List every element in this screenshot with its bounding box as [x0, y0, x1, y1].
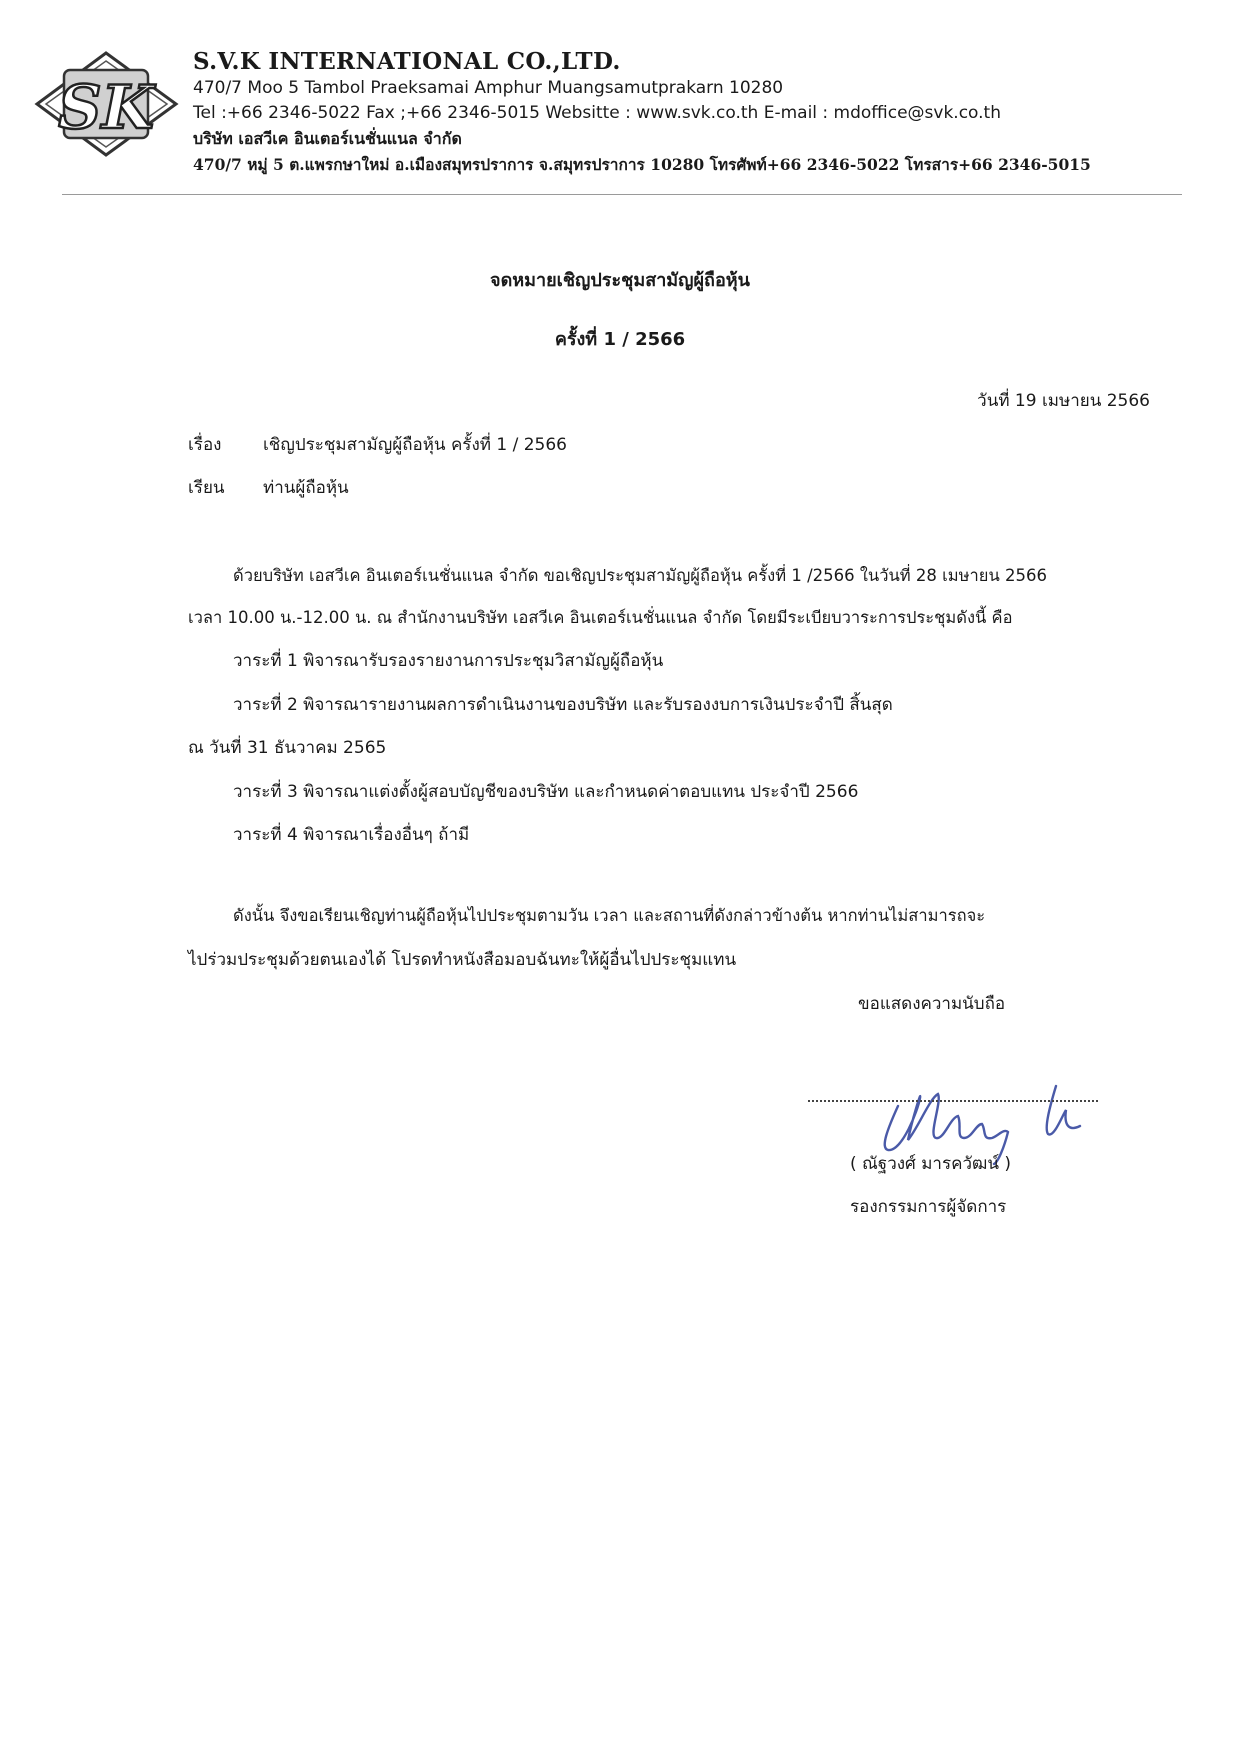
company-address-en: 470/7 Moo 5 Tambol Praeksamai Amphur Muangsamutprakarn 10280	[193, 78, 784, 98]
document-title: จดหมายเชิญประชุมสามัญผู้ถือหุ้น	[490, 270, 750, 291]
agenda-item-3: วาระที่ 3 พิจารณาแต่งตั้งผู้สอบบัญชีของบริษัท และกำหนดค่าตอบแทน ประจำปี 2566	[233, 782, 859, 802]
agenda-item-2-cont: ณ วันที่ 31 ธันวาคม 2565	[188, 738, 387, 758]
company-logo	[34, 50, 179, 158]
company-contact: Tel :+66 2346-5022 Fax ;+66 2346-5015 Websitte : www.svk.co.th E-mail : mdoffice@svk.co.th	[193, 103, 1001, 123]
company-name: S.V.K INTERNATIONAL CO.,LTD.	[193, 48, 621, 75]
to-label: เรียน	[188, 478, 225, 498]
closing-regards: ขอแสดงความนับถือ	[858, 994, 1006, 1014]
closing-line-1: ดังนั้น จึงขอเรียนเชิญท่านผู้ถือหุ้นไปประชุมตามวัน เวลา และสถานที่ดังกล่าวข้างต้น หากท่านไม่สามารถจะ	[233, 906, 986, 925]
company-address-th: 470/7 หมู่ 5 ต.แพรกษาใหม่ อ.เมืองสมุทรปราการ จ.สมุทรปราการ 10280 โทรศัพท์+66 2346-5022 โทรสาร+66 2346-5015	[193, 155, 1091, 174]
subject-text: เชิญประชุมสามัญผู้ถือหุ้น ครั้งที่ 1 / 2566	[263, 435, 567, 455]
to-text: ท่านผู้ถือหุ้น	[263, 478, 349, 498]
intro-line-1: ด้วยบริษัท เอสวีเค อินเตอร์เนชั่นแนล จำกัด ขอเชิญประชุมสามัญผู้ถือหุ้น ครั้งที่ 1 /2566 ในวันที่ 28 เมษายน 2566	[233, 566, 1047, 585]
header-divider	[62, 194, 1182, 195]
agenda-item-1: วาระที่ 1 พิจารณารับรองรายงานการประชุมวิสามัญผู้ถือหุ้น	[233, 651, 664, 671]
intro-line-2: เวลา 10.00 น.-12.00 น. ณ สำนักงานบริษัท เอสวีเค อินเตอร์เนชั่นแนล จำกัด โดยมีระเบียบวาระการประชุมดังนี้ คือ	[188, 608, 1013, 627]
subject-label: เรื่อง	[188, 435, 222, 455]
agenda-item-4: วาระที่ 4 พิจารณาเรื่องอื่นๆ ถ้ามี	[233, 825, 470, 845]
letter-date: วันที่ 19 เมษายน 2566	[977, 391, 1150, 411]
agenda-item-2: วาระที่ 2 พิจารณารายงานผลการดำเนินงานของบริษัท และรับรองงบการเงินประจำปี สิ้นสุด	[233, 695, 893, 715]
signature-line	[808, 1100, 1098, 1102]
signer-title: รองกรรมการผู้จัดการ	[850, 1197, 1007, 1217]
document-subtitle: ครั้งที่ 1 / 2566	[554, 329, 686, 350]
signer-name: ( ณัฐวงศ์ มารควัฒน์ )	[850, 1154, 1012, 1174]
logo-lettering: SK	[58, 73, 154, 143]
closing-line-2: ไปร่วมประชุมด้วยตนเองได้ โปรดทำหนังสือมอบฉันทะให้ผู้อื่นไปประชุมแทน	[188, 950, 737, 970]
company-name-th: บริษัท เอสวีเค อินเตอร์เนชั่นแนล จำกัด	[193, 129, 462, 148]
